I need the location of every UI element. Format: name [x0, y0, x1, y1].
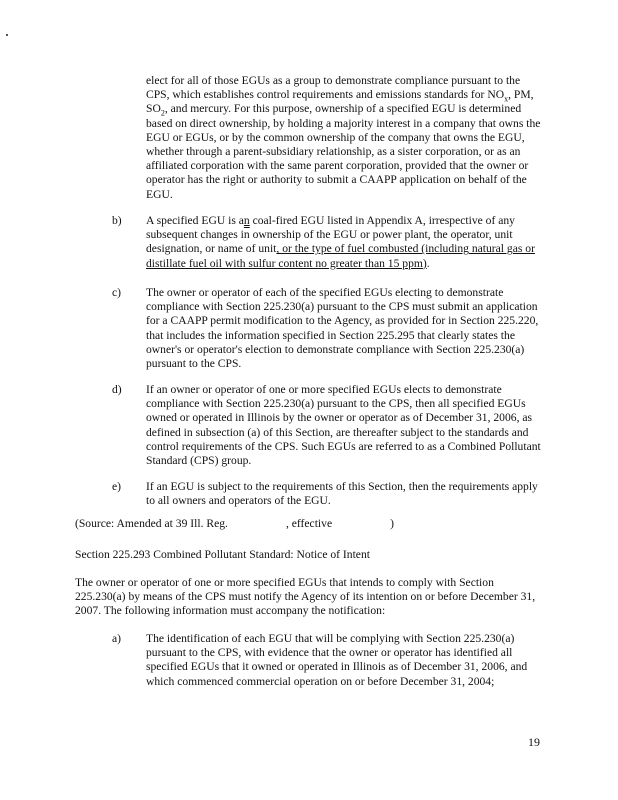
item-b-text-before: A specified EGU is a [146, 214, 244, 227]
item-text: The identification of each EGU that will be complying with Section 225.230(a) pursuant to the CPS, with evidence that the owner or operator has identified all specified EGUs that it owned or operated in Illinois as of December 31, 2006, and which commenced commercial operation on or before December 31, 2004; [146, 632, 528, 688]
continuation-text-2: , PM, SO [146, 88, 534, 116]
item-label: c) [112, 286, 122, 299]
continuation-text-3: , and mercury. For this purpose, ownership of a specified EGU is determined based on direct ownership, by holding a majority interest in a company that owns the EGU or EGUs, or by the common ownership of the company that owns the EGU, whether through a parent-subsidiary relationship, as a sister corporation, or as an affiliated corporation with the same parent corporation, provided that the owner or operator has the right or authority to submit a CAAPP application on behalf of the EGU. [146, 102, 541, 201]
item-b-insertion-1: n [243, 214, 250, 227]
source-note [75, 517, 546, 531]
item-b-text-after: . [426, 256, 430, 270]
source-text-2: , effective [285, 517, 333, 530]
source-text-1: (Source: Amended at 39 Ill. Reg. [75, 517, 228, 530]
nox-subscript: x [504, 94, 509, 104]
item-label: a) [112, 632, 122, 645]
item-b-insertion-2: , or the type of fuel combusted (including natural gas or distillate fuel oil with sulfur content no greater than 15 ppm) [146, 242, 535, 270]
item-text [146, 214, 546, 271]
item-text: If an owner or operator of one or more specified EGUs elects to demonstrate compliance with Section 225.230(a) pursuant to the CPS, then all specified EGUs owned or operated in Illinois by the owner or operator as of December 31, 2006, as defined in subsection (a) of this Section, are thereafter subject to the standards and control requirements of the CPS. Such EGUs are referred to as a Combined Pollutant Standard (CPS) group. [146, 383, 541, 468]
item-label: b) [112, 214, 122, 227]
item-text: If an EGU is subject to the requirements of this Section, then the requirements apply to all owners and operators of the EGU. [146, 480, 538, 508]
continuation-text-1: elect for all of those EGUs as a group to demonstrate compliance pursuant to the CPS, which establishes control requirements and emissions standards for NO [146, 74, 521, 102]
page-number: 19 [528, 735, 540, 749]
item-label: e) [112, 480, 122, 493]
item-text: The owner or operator of each of the specified EGUs electing to demonstrate compliance with Section 225.230(a) pursuant to the CPS must submit an application for a CAAPP permit modification to the Agency, as provided for in Section 225.220, that includes the information specified in Section 225.295 that clearly states the owner's or operator's election to demonstrate compliance with Section 225.230(a) pursuant to the CPS. [146, 286, 539, 371]
item-label: d) [112, 383, 122, 396]
source-text-3: ) [390, 517, 394, 530]
section-heading: Section 225.293 Combined Pollutant Standard: Notice of Intent [75, 548, 370, 561]
scan-speck [6, 34, 8, 36]
intro-paragraph: The owner or operator of one or more specified EGUs that intends to comply with Section 225.230(a) by means of the CPS must notify the Agency of its intention on or before December 31, 2007. The following information must accompany the notification: [75, 576, 536, 618]
continuation-paragraph [146, 74, 546, 202]
item-b-text-middle: coal-fired EGU listed in Appendix A, irrespective of any subsequent changes in ownership of the EGU or power plant, the operator, unit designation, or name of unit [146, 214, 515, 256]
so2-subscript: 2 [160, 108, 165, 118]
